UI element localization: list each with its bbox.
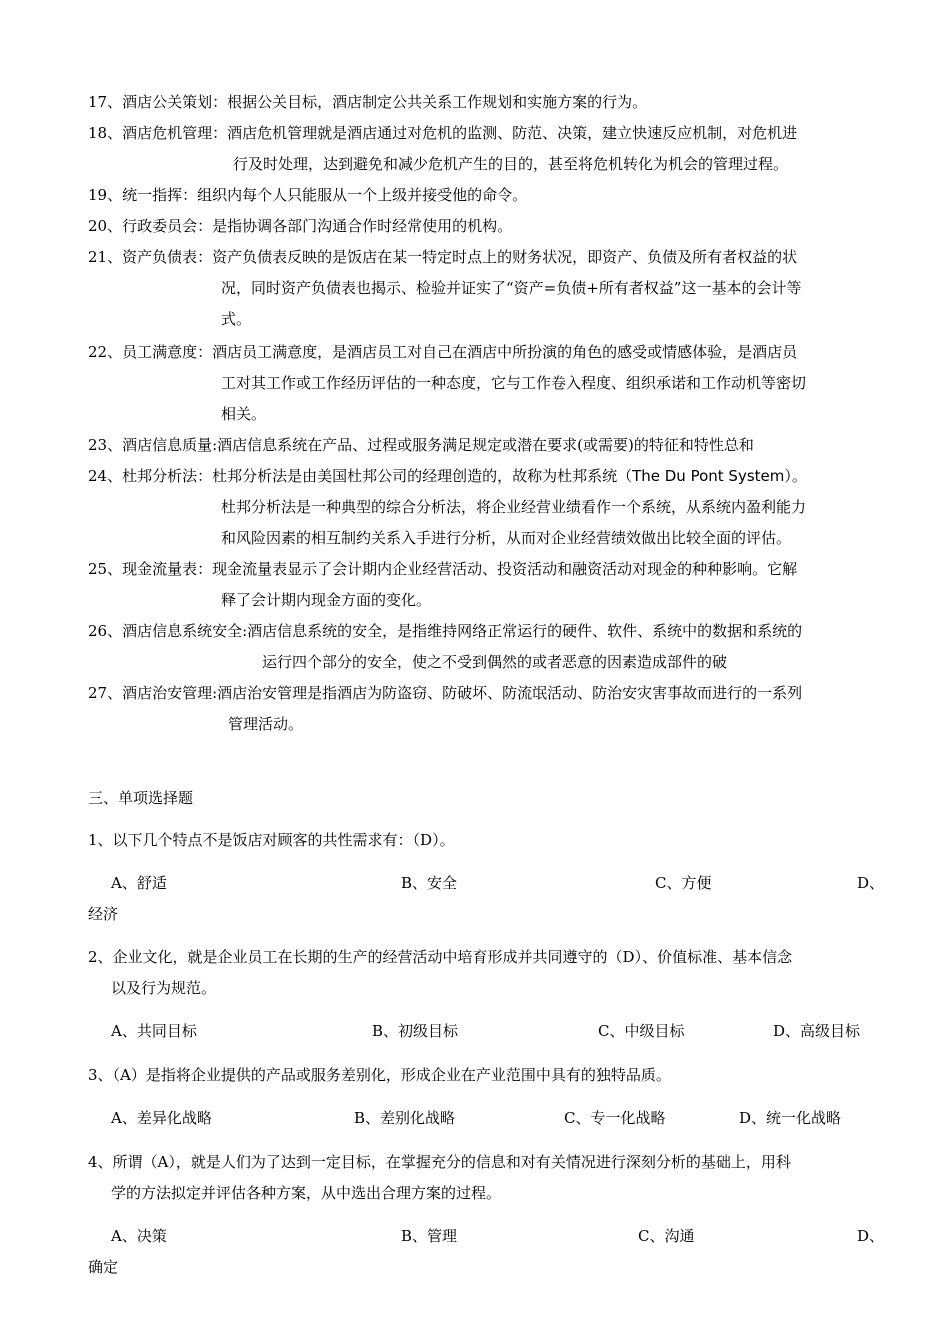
question-2-stem: 2、企业文化，就是企业员工在长期的生产的经营活动中培育形成并共同遵守的（D）、价值标准、基本信念 <box>88 948 793 966</box>
question-3-option-b: B、差别化战略 <box>354 1109 456 1127</box>
question-4-option-d-text: 确定 <box>88 1258 119 1276</box>
question-3-stem: 3、（A）是指将企业提供的产品或服务差别化，形成企业在产业范围中具有的独特品质。 <box>88 1066 671 1084</box>
definition-22-cont: 相关。 <box>221 405 267 423</box>
definition-24-cont: 杜邦分析法是一种典型的综合分析法，将企业经营业绩看作一个系统，从系统内盈利能力 <box>221 498 807 516</box>
question-2-option-d: D、高级目标 <box>773 1022 861 1040</box>
definition-21: 21、资产负债表：资产负债表反映的是饭店在某一特定时点上的财务状况，即资产、负债及所有者权益的状 <box>88 248 798 266</box>
question-1-option-b: B、安全 <box>401 874 458 892</box>
definition-22: 22、员工满意度：酒店员工满意度，是酒店员工对自己在酒店中所扮演的角色的感受或情感体验，是酒店员 <box>88 343 798 361</box>
question-4-stem: 4、所谓（A），就是人们为了达到一定目标，在掌握充分的信息和对有关情况进行深刻分析的基础上，用科 <box>88 1153 791 1171</box>
question-4-stem-cont: 学的方法拟定并评估各种方案，从中选出合理方案的过程。 <box>111 1184 502 1202</box>
definition-26: 26、酒店信息系统安全:酒店信息系统的安全，是指维持网络正常运行的硬件、软件、系统中的数据和系统的 <box>88 622 803 640</box>
definition-25-cont: 释了会计期内现金方面的变化。 <box>221 591 432 609</box>
definition-19: 19、统一指挥：组织内每个人只能服从一个上级并接受他的命令。 <box>88 186 528 204</box>
definition-21-cont: 式。 <box>221 310 252 328</box>
question-2-option-b: B、初级目标 <box>372 1022 459 1040</box>
question-3-option-a: A、差异化战略 <box>111 1109 212 1127</box>
definition-18: 18、酒店危机管理：酒店危机管理就是酒店通过对危机的监测、防范、决策，建立快速反应机制，对危机进 <box>88 124 798 142</box>
question-2-option-c: C、中级目标 <box>598 1022 685 1040</box>
question-1-option-c: C、方便 <box>655 874 712 892</box>
question-4-option-d: D、 <box>857 1227 885 1245</box>
definition-21-cont: 况，同时资产负债表也揭示、检验并证实了“资产=负债+所有者权益”这一基本的会计等 <box>221 279 802 297</box>
definition-24-latin: The Du Pont System <box>632 467 785 485</box>
question-3-option-d: D、统一化战略 <box>739 1109 842 1127</box>
definition-26-cont: 运行四个部分的安全，使之不受到偶然的或者恶意的因素造成部件的破 <box>262 653 728 671</box>
definition-17: 17、酒店公关策划：根据公关目标，酒店制定公共关系工作规划和实施方案的行为。 <box>88 93 648 111</box>
definition-23: 23、酒店信息质量:酒店信息系统在产品、过程或服务满足规定或潜在要求(或需要)的特征和特性总和 <box>88 436 754 454</box>
question-1-stem: 1、以下几个特点不是饭店对顾客的共性需求有：（D）。 <box>88 831 455 849</box>
definition-27: 27、酒店治安管理:酒店治安管理是指酒店为防盗窃、防破坏、防流氓活动、防治安灾害事故而进行的一系列 <box>88 684 803 702</box>
definition-22-cont: 工对其工作或工作经历评估的一种态度，它与工作卷入程度、组织承诺和工作动机等密切 <box>221 374 807 392</box>
definition-20: 20、行政委员会：是指协调各部门沟通合作时经常使用的机构。 <box>88 217 513 235</box>
definition-25: 25、现金流量表：现金流量表显示了会计期内企业经营活动、投资活动和融资活动对现金的种种影响。它解 <box>88 560 798 578</box>
definition-24-text: 24、杜邦分析法：杜邦分析法是由美国杜邦公司的经理创造的，故称为杜邦系统（ <box>88 467 633 485</box>
question-4-option-c: C、沟通 <box>638 1227 695 1245</box>
question-2-option-a: A、共同目标 <box>111 1022 197 1040</box>
definition-18-cont: 行及时处理，达到避免和减少危机产生的目的，甚至将危机转化为机会的管理过程。 <box>233 155 789 173</box>
question-2-stem-cont: 以及行为规范。 <box>111 979 217 997</box>
question-3-option-c: C、专一化战略 <box>564 1109 666 1127</box>
definition-24-cont: 和风险因素的相互制约关系入手进行分析，从而对企业经营绩效做出比较全面的评估。 <box>221 529 792 547</box>
question-1-option-a: A、舒适 <box>111 874 167 892</box>
question-1-option-d: D、 <box>857 874 885 892</box>
definition-27-cont: 管理活动。 <box>228 715 304 733</box>
question-4-option-b: B、管理 <box>401 1227 458 1245</box>
question-1-option-d-text: 经济 <box>88 905 119 923</box>
question-4-option-a: A、决策 <box>111 1227 167 1245</box>
definition-24-tail: ）。 <box>784 467 807 485</box>
section-title: 三、单项选择题 <box>88 789 194 807</box>
definition-24 <box>88 465 807 487</box>
